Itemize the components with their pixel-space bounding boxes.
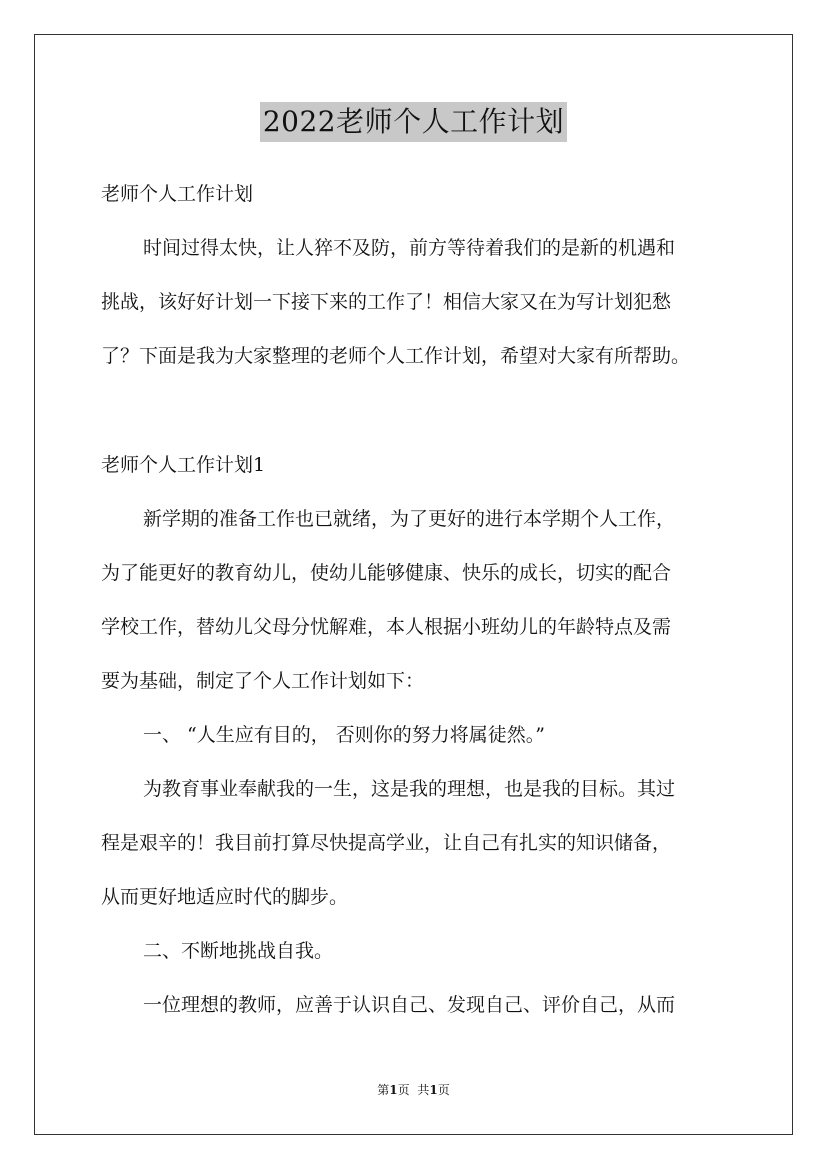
- section1-line: 要为基础，制定了个人工作计划如下：: [101, 670, 425, 692]
- footer-page-number: 1: [389, 1083, 398, 1097]
- document-title-wrapper: [0, 102, 827, 142]
- point1-heading: 一、 “人生应有目的， 否则你的努力将属徒然。”: [143, 724, 546, 746]
- point1-line: 为教育事业奉献我的一生，这是我的理想，也是我的目标。其过: [143, 778, 676, 800]
- section1-line: 新学期的准备工作也已就绪，为了更好的进行本学期个人工作，: [143, 508, 676, 530]
- intro-line: 了？下面是我为大家整理的老师个人工作计划，希望对大家有所帮助。: [101, 345, 691, 367]
- footer-total-number: 1: [429, 1083, 438, 1097]
- footer-total-suffix: 页: [437, 1083, 450, 1097]
- document-title: 2022老师个人工作计划: [260, 102, 567, 142]
- point2-line: 一位理想的教师，应善于认识自己、发现自己、评价自己，从而: [143, 994, 676, 1016]
- page-footer: [0, 1082, 827, 1098]
- section1-heading: 老师个人工作计划1: [101, 454, 266, 476]
- footer-total-prefix: 共: [417, 1083, 430, 1097]
- point1-line: 程是艰辛的！我目前打算尽快提高学业，让自己有扎实的知识储备，: [101, 832, 672, 854]
- section1-line: 为了能更好的教育幼儿，使幼儿能够健康、快乐的成长，切实的配合: [101, 562, 672, 584]
- intro-heading: 老师个人工作计划: [101, 183, 254, 205]
- footer-page-suffix: 页: [397, 1083, 410, 1097]
- point1-line: 从而更好地适应时代的脚步。: [101, 886, 349, 908]
- intro-line: 挑战，该好好计划一下接下来的工作了！相信大家又在为写计划犯愁: [101, 291, 672, 313]
- section1-line: 学校工作，替幼儿父母分忧解难，本人根据小班幼儿的年龄特点及需: [101, 616, 672, 638]
- footer-page-prefix: 第: [377, 1083, 390, 1097]
- intro-line: 时间过得太快，让人猝不及防，前方等待着我们的是新的机遇和: [143, 237, 676, 259]
- point2-heading: 二、不断地挑战自我。: [143, 940, 334, 962]
